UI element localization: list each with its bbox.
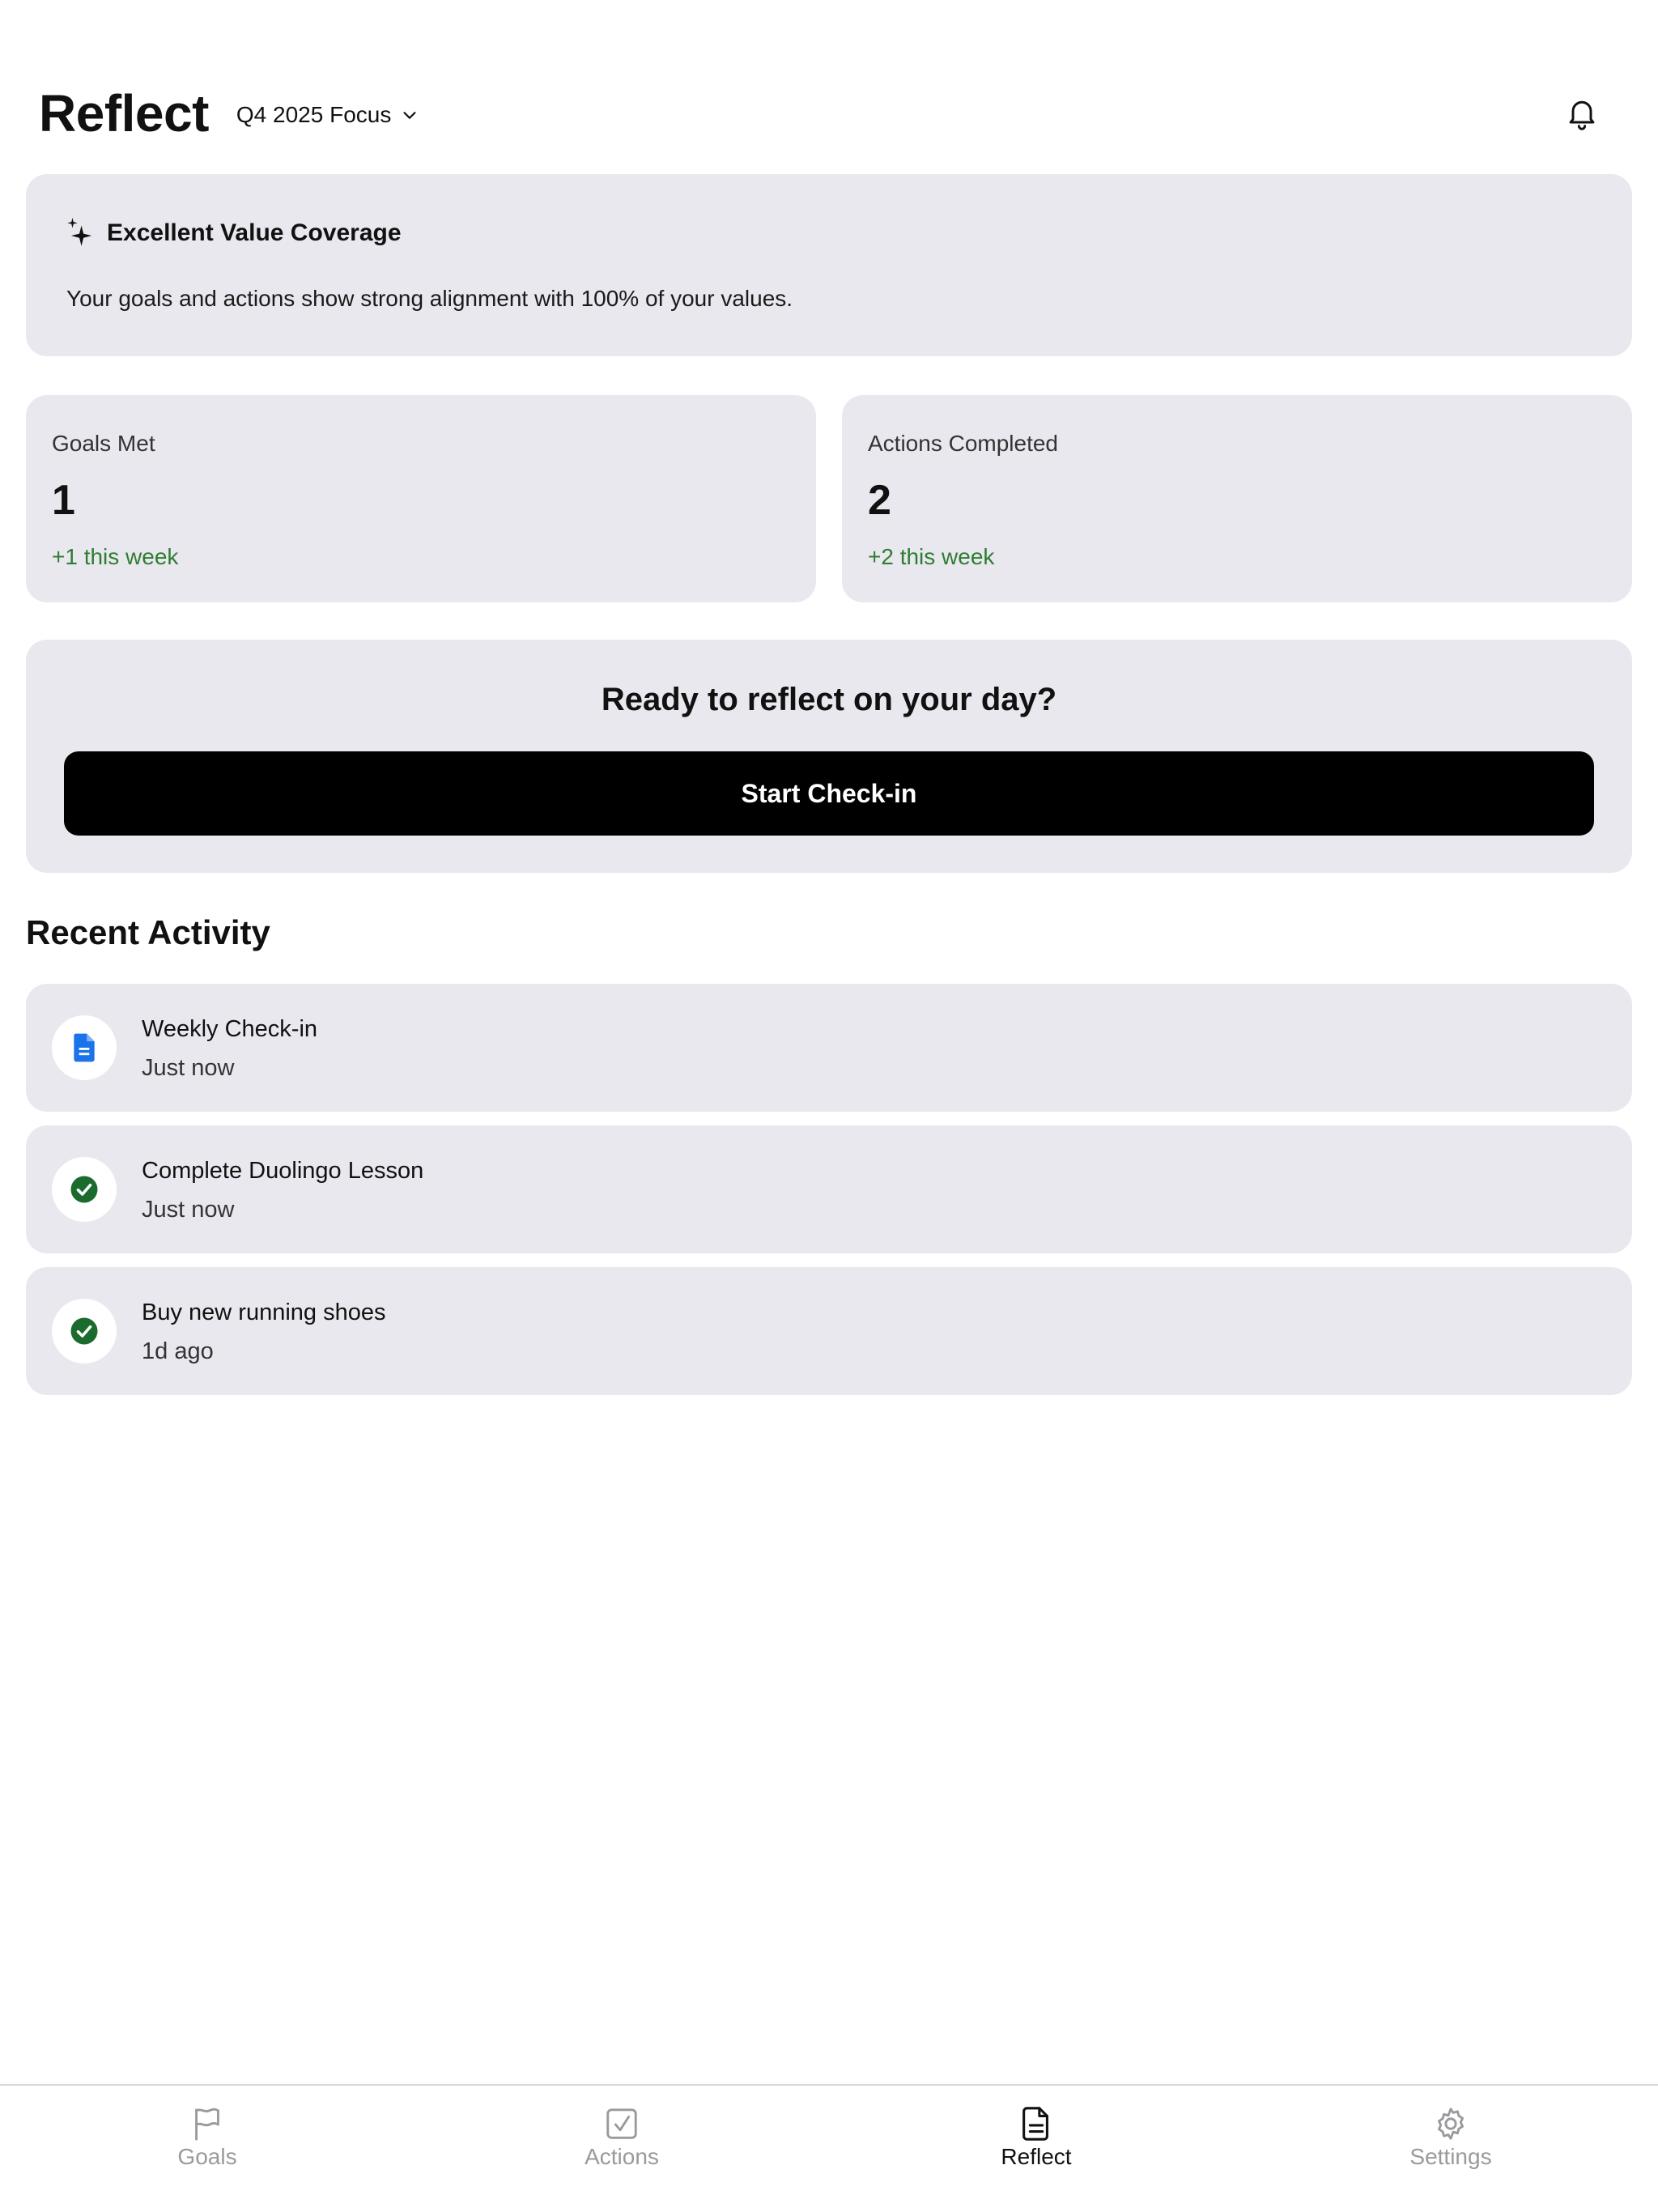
list-item[interactable]	[26, 984, 1632, 1112]
tab-actions[interactable]	[414, 2086, 829, 2212]
bell-icon	[1564, 96, 1600, 131]
focus-selector-label: Q4 2025 Focus	[236, 102, 392, 127]
focus-selector[interactable]	[236, 99, 419, 128]
header	[39, 81, 1619, 146]
document-icon	[70, 1032, 98, 1063]
checkin-card	[26, 640, 1632, 873]
stat-delta: +1 this week	[52, 544, 179, 569]
chevron-down-icon	[401, 106, 419, 124]
stat-delta: +2 this week	[868, 544, 995, 569]
tab-label: Settings	[1409, 2144, 1492, 2169]
checkbox-icon	[603, 2105, 640, 2142]
tab-settings[interactable]	[1244, 2086, 1658, 2212]
tab-reflect[interactable]	[829, 2086, 1244, 2212]
actions-completed-card	[842, 395, 1632, 602]
tab-goals[interactable]	[0, 2086, 414, 2212]
page-title: Reflect	[39, 84, 209, 143]
document-icon	[1018, 2105, 1055, 2142]
activity-time: Just now	[142, 1197, 235, 1223]
activity-time: 1d ago	[142, 1338, 214, 1364]
tab-label: Actions	[585, 2144, 659, 2169]
tab-bar	[0, 2084, 1658, 2212]
goals-met-card	[26, 395, 816, 602]
list-item[interactable]	[26, 1125, 1632, 1253]
flag-icon	[189, 2105, 226, 2142]
value-coverage-card	[26, 174, 1632, 356]
stat-value: 1	[52, 477, 75, 524]
start-checkin-button[interactable]: Start Check-in	[64, 751, 1594, 836]
value-coverage-header	[65, 216, 402, 250]
value-coverage-title: Excellent Value Coverage	[107, 219, 402, 246]
stat-value: 2	[868, 477, 891, 524]
activity-time: Just now	[142, 1055, 235, 1081]
activity-title: Complete Duolingo Lesson	[142, 1158, 424, 1184]
tab-label: Reflect	[1001, 2144, 1072, 2169]
recent-activity-title: Recent Activity	[26, 913, 270, 951]
activity-title: Buy new running shoes	[142, 1300, 386, 1325]
stat-label: Goals Met	[52, 431, 155, 456]
value-coverage-description: Your goals and actions show strong alignment with 100% of your values.	[66, 286, 793, 311]
activity-title: Weekly Check-in	[142, 1016, 318, 1042]
list-item[interactable]	[26, 1267, 1632, 1395]
checkin-prompt: Ready to reflect on your day?	[601, 682, 1057, 717]
sparkles-icon	[65, 216, 96, 250]
activity-icon-badge	[52, 1299, 117, 1363]
stat-label: Actions Completed	[868, 431, 1059, 456]
notifications-button[interactable]	[1559, 91, 1605, 136]
gear-icon	[1432, 2105, 1469, 2142]
check-circle-icon	[70, 1317, 99, 1346]
check-circle-icon	[70, 1175, 99, 1204]
activity-icon-badge	[52, 1157, 117, 1222]
tab-label: Goals	[177, 2144, 237, 2169]
activity-icon-badge	[52, 1015, 117, 1080]
